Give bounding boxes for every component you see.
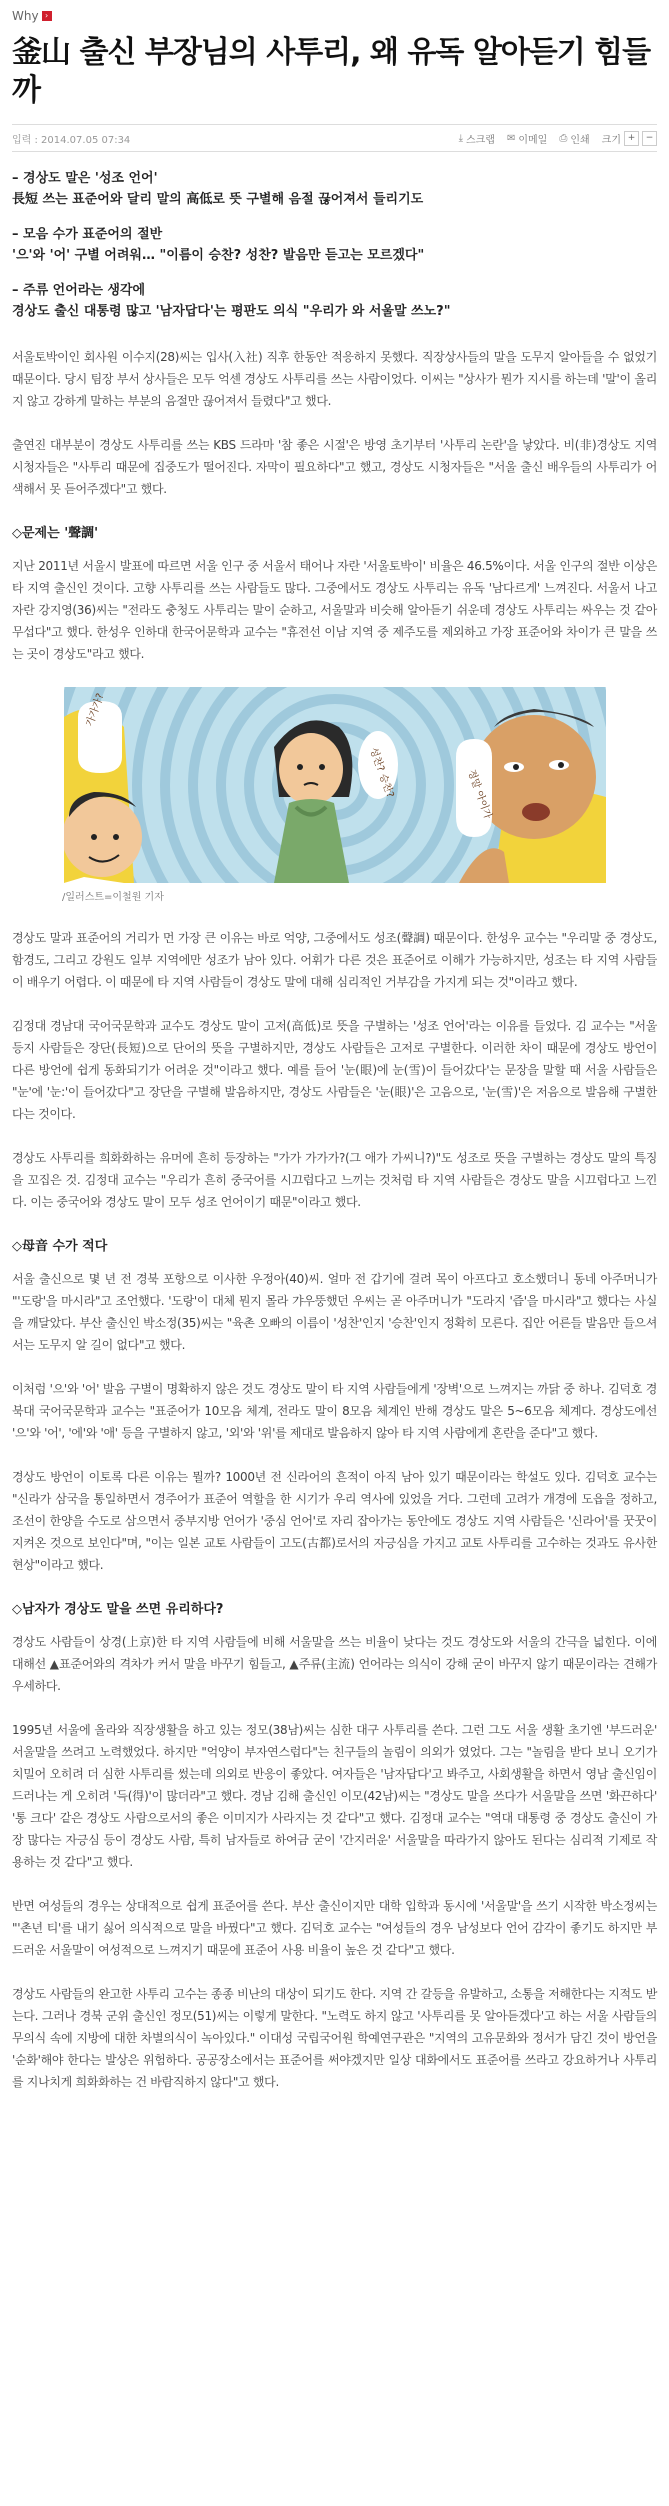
download-icon: ⤓ [458, 132, 463, 144]
section-label[interactable]: Why [12, 9, 39, 23]
body-paragraph: 서울토박이인 회사원 이수지(28)씨는 입사(入社) 직후 한동안 적응하지 못했다. 직장상사들의 말을 도무지 알아들을 수 없었기 때문이다. 당시 팀장 부서 상사들은 모두 억센 경상도 사투리를 쓰는 사람이었다. 이씨는 "상사가 뭔가 지시를 하는데 '말'이 올리지 않고 강하게 말하는 부분의 음절만 끊어져서 들렸다"고 했다. [12, 350, 657, 408]
body-paragraph: 서울 출신으로 몇 년 전 경북 포항으로 이사한 우정아(40)씨. 얼마 전 갑기에 걸려 목이 아프다고 호소했더니 동네 아주머니가 "'도랑'을 마시라"고 조언했다. '도랑'이 대체 뭔지 몰라 갸우뚱했던 우씨는 곧 아주머니가 "도라지 '즙'을 마시라"고 했다는 사실을 깨달았다. 부산 출신인 박소정(35)씨는 "육촌 오빠의 이름이 '성찬'인지 '승찬'인지 정확히 모른다. 집안 어른들 발음만 들으셔서는 도무지 알 길이 없다"고 했다. [12, 1272, 657, 1352]
subhead-1-line1: – 경상도 말은 '성조 언어' [12, 171, 158, 186]
dialect-illustration [64, 687, 606, 883]
email-label: 이메일 [518, 134, 548, 146]
font-increase-button[interactable]: + [624, 131, 639, 146]
body-paragraph: 경상도 사투리를 희화화하는 유머에 흔히 등장하는 "가가 가가가?(그 애가 가씨니?)"도 성조로 뜻을 구별하는 경상도 말의 특징을 꼬집은 것. 김정대 교수는 "우리가 흔히 중국어를 시끄럽다고 느끼는 것처럼 타 지역 사람들은 경상도 말을 시끄럽다고 느낀다. 이는 중국어와 경상도 말이 모두 성조 언어이기 때문"이라고 했다. [12, 1151, 657, 1209]
subhead-2 [12, 224, 657, 266]
section-arrow-icon[interactable]: › [42, 11, 52, 21]
email-button[interactable] [507, 131, 547, 146]
svg-text:정말 아이가: 정말 아이가 [464, 768, 493, 821]
body-paragraph: 출연진 대부분이 경상도 사투리를 쓰는 KBS 드라마 '참 좋은 시절'은 방영 초기부터 '사투리 논란'을 낳았다. 비(非)경상도 지역 시청자들은 "사투리 때문에 집중도가 떨어진다. 자막이 필요하다"고 했고, 경상도 시청자들은 "서울 출신 배우들의 사투리가 어색해서 못 듣어주겠다"고 했다. [12, 438, 657, 496]
subhead-3-line1: – 주류 언어라는 생각에 [12, 283, 146, 298]
scrap-label: 스크랩 [465, 134, 495, 146]
article-meta [12, 124, 657, 152]
bubble-center [358, 731, 398, 799]
bubble-right [456, 739, 495, 837]
body-paragraph: 1995년 서울에 올라와 직장생활을 하고 있는 정모(38남)씨는 심한 대구 사투리를 쓴다. 그런 그도 서울 생활 초기엔 '부드러운' 서울말을 쓰려고 노력했었다. 하지만 "억양이 부자연스럽다"는 친구들의 놀림이 의외가 였었다. 그는 "놀림을 받다 보니 오기가 치밀어 오히려 더 심한 사투리를 썼는데 의외로 반응이 좋았다. 여자들은 '남자답다'고 봐주고, 사회생활을 하면서 영남 출신임이 드러나는 게 오히려 '득(得)'이 많더라"고 했다. 경남 김해 출신인 이모(42남)씨는 "경상도 말을 쓰다가 서울말을 쓰면 '화끈하다' '통 크다' 같은 경상도 사람으로서의 좋은 이미지가 사라지는 것 같다"고 했다. 김정대 교수는 "역대 대통령 중 경상도 출신이 가장 많다는 자긍심 등이 경상도 사람, 특히 남자들로 하여금 굳이 '간지러운' 서울말을 따라가지 않아도 된다는 심리적 기제로 작용하는 것 같다"고 했다. [12, 1723, 657, 1869]
body-paragraph: 경상도 방언이 이토록 다른 이유는 뭘까? 1000년 전 신라어의 흔적이 아직 남아 있기 때문이라는 학설도 있다. 김덕호 교수는 "신라가 삼국을 통일하면서 경주어가 표준어 역할을 한 시기가 우리 역사에 있었을 거다. 그런데 고려가 개경에 도읍을 정하고, 조선이 한양을 수도로 삼으면서 중부지방 언어가 '중심 언어'로 자리 잡아가는 동안에도 경상도 지역 사람들은 '신라어'를 꿋꿋이 지켜온 것으로 보인다"며, "이는 일본 교토 사람들이 고도(古都)로서의 자긍심을 가지고 교토 사투리를 고수하는 것과도 유사한 현상"이라고 했다. [12, 1470, 658, 1572]
body-paragraph: 경상도 사람들이 상경(上京)한 타 지역 사람들에 비해 서울말을 쓰는 비율이 낮다는 것도 경상도와 서울의 간극을 넓힌다. 이에 대해선 ▲표준어와의 격차가 커서 말을 바꾸기 힘들고, ▲주류(主流) 언어라는 의식이 강해 굳이 바꾸지 않기 때문이라는 견해가 우세하다. [12, 1635, 657, 1693]
print-icon: ⎙ [559, 132, 568, 144]
subhead-2-line1: – 모음 수가 표준어의 절반 [12, 227, 163, 242]
subhead-1 [12, 168, 657, 210]
font-size-label: 크기 [601, 134, 621, 146]
body-paragraph: 반면 여성들의 경우는 상대적으로 쉽게 표준어를 쓴다. 부산 출신이지만 대학 입학과 동시에 '서울말'을 쓰기 시작한 박소정씨는 "'촌년 티'를 내기 싫어 의식적으로 말을 바꿨다"고 했다. 김덕호 교수는 "여성들의 경우 남성보다 언어 감각이 좋기도 하지만 부드러운 서울말이 여성적으로 느껴지기 때문에 표준어 사용 비율이 높은 것 같다"고 했다. [12, 1899, 657, 1957]
body-paragraph: 경상도 사람들의 완고한 사투리 고수는 종종 비난의 대상이 되기도 한다. 지역 간 갈등을 유발하고, 소통을 저해한다는 지적도 받는다. 그러나 경북 군위 출신인 정모(51)씨는 이렇게 말한다. "노력도 하지 않고 '사투리를 못 알아듣겠다'고 하는 서울 사람들의 무의식 속에 지방에 대한 차별의식이 녹아있다." 이대성 국립국어원 학예연구관은 "지역의 고유문화와 정서가 담긴 것이 방언을 '순화'해야 한다는 발상은 위험하다. 공공장소에서는 표준어를 써야겠지만 일상 대화에서도 표준어를 쓰라고 강요하거나 사투리를 지나치게 희화화하는 건 바람직하지 않다"고 했다. [12, 1987, 658, 2089]
illustration-svg [64, 687, 606, 883]
font-size-control [602, 131, 657, 146]
print-button[interactable] [559, 131, 589, 146]
article-tools [459, 131, 657, 146]
figure-credit: /일러스트=이철원 기자 [62, 892, 164, 903]
scrap-button[interactable] [459, 131, 495, 146]
body-paragraph: 이처럼 '으'와 '어' 발음 구별이 명확하지 않은 것도 경상도 말이 타 지역 사람들에게 '장벽'으로 느껴지는 까닭 중 하나. 김덕호 경북대 국어국문학과 교수는 "표준어가 10모음 체계, 전라도 말이 8모음 체계인 반해 경상도 말은 5~6모음 체계다. 경상도에선 '으'와 '어', '에'와 '애' 등을 구별하지 않고, '외'와 '위'를 제대로 발음하지 않아 타 지역 사람에게 혼란을 준다"고 했다. [12, 1382, 657, 1440]
article-subheads [12, 168, 657, 322]
subhead-3 [12, 280, 657, 322]
publish-date: 입력 : 2014.07.05 07:34 [12, 134, 131, 146]
font-decrease-button[interactable]: − [642, 131, 657, 146]
article-title: 釜山 출신 부장님의 사투리, 왜 유독 알아듣기 힘들까 [12, 35, 651, 108]
article-figure [12, 687, 657, 903]
body-paragraph: 경상도 말과 표준어의 거리가 먼 가장 큰 이유는 바로 억양, 그중에서도 성조(聲調) 때문이다. 한성우 교수는 "우리말 중 경상도, 함경도, 그리고 강원도 일부 지역에만 성조가 남아 있다. 어휘가 다른 것은 표준어로 이해가 가능하지만, 성조는 타 지역 사람들이 배우기 어렵다. 이 때문에 타 지역 사람들이 경상도 말에 대해 심리적인 거부감을 가지게 되는 것"이라고 했다. [12, 931, 657, 989]
mail-icon: ✉ [506, 132, 516, 144]
svg-text:가가가?: 가가가? [83, 692, 107, 729]
svg-text:성찬? 승찬?: 성찬? 승찬? [366, 746, 395, 800]
section-bar [12, 0, 657, 28]
section-heading-men: ◇남자가 경상도 말을 쓰면 유리하다? [12, 1602, 224, 1617]
subhead-3-line2: 경상도 출신 대통령 많고 '남자답다'는 평판도 의식 "우리가 와 서울말 쓰노?" [12, 304, 451, 319]
subhead-2-line2: '으'와 '어' 구별 어려워… "이름이 승찬? 성찬? 발음만 듣고는 모르겠다" [12, 248, 425, 263]
body-paragraph: 김정대 경남대 국어국문학과 교수도 경상도 말이 고저(高低)로 뜻을 구별하는 '성조 언어'라는 이유를 들었다. 김 교수는 "서울 등지 사람들은 장단(長短)으로 단어의 뜻을 구별하지만, 경상도 사람들은 고저로 구별한다. 이러한 차이 때문에 경상도 방언이 다른 방언에 쉽게 동화되기가 어려운 것"이라고 했다. 예를 들어 '눈(眼)에 눈(雪)이 들어갔다'는 문장을 말할 때 서울 사람들은 "눈'에 '눈:'이 들어갔다"고 장단을 구별해 발음하지만, 경상도 사람들은 '눈(眼)'은 고음으로, '눈(雪)'은 저음으로 발음해 구별한다는 것이다. [12, 1019, 657, 1121]
section-heading-tone: ◇문제는 '聲調' [12, 526, 99, 541]
subhead-1-line2: 長短 쓰는 표준어와 달리 말의 高低로 뜻 구별해 음절 끊어져서 들리기도 [12, 192, 424, 207]
body-paragraph: 지난 2011년 서울시 발표에 따르면 서울 인구 중 서울서 태어나 자란 '서울토박이' 비율은 46.5%이다. 서울 인구의 절반 이상은 타 지역 출신인 것이다. 고향 사투리를 쓰는 사람들도 많다. 그중에서도 경상도 사투리는 유독 '남다르게' 느껴진다. 서울서 나고 자란 강지영(36)씨는 "전라도 충청도 사투리는 말이 순하고, 서울말과 비슷해 알아듣기 쉬운데 경상도 사투리는 싸우는 것 같아 무섭다"고 했다. 한성우 인하대 한국어문학과 교수는 "휴전선 이남 지역 중 제주도를 제외하고 가장 표준어와 차이가 큰 말을 쓰는 곳이 경상도"라고 했다. [12, 559, 657, 661]
section-heading-vowels: ◇母音 수가 적다 [12, 1239, 108, 1254]
print-label: 인쇄 [570, 134, 590, 146]
article-body [12, 346, 657, 2093]
